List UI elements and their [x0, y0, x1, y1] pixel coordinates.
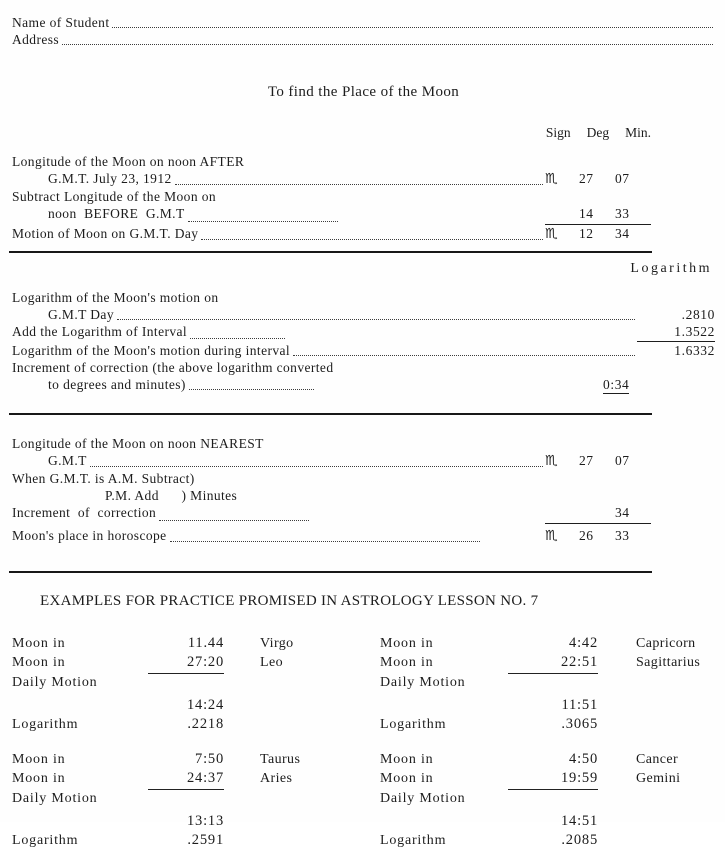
moon-value: 11.44 [187, 635, 224, 651]
moon-in-row: Moon in 19:59 Gemini [380, 769, 705, 790]
pm-add-minutes-row: P.M. Add ) Minutes [105, 488, 238, 503]
log-motion-during-interval-row: Logarithm of the Moon's motion during interval 1.6332 [12, 343, 715, 358]
name-blank-dotted-leader [112, 27, 713, 28]
moon-in-row: Moon in 11.44 Virgo [12, 635, 294, 651]
dotted-leader [117, 319, 635, 320]
gmt-nearest-value-row: G.M.T ♏ 27 07 [12, 452, 715, 470]
name-of-student-row [12, 14, 715, 31]
zodiac-sign: Leo [260, 655, 283, 670]
moon-value: 4:42 [569, 635, 598, 651]
logarithm-value: 1.3522 [637, 323, 715, 342]
daily-motion-row: Daily Motion [380, 791, 466, 806]
moon-in-row: Moon in 24:37 Aries [12, 769, 360, 790]
page-title: To find the Place of the Moon [267, 84, 460, 100]
address-blank-dotted-leader [62, 44, 713, 45]
moons-place-row: Moon's place in horoscope ♏ 26 33 [12, 527, 715, 545]
examples-row-1 [12, 634, 715, 734]
moon-in-row: Moon in 27:20 Leo [12, 653, 360, 674]
name-of-student-label: Name of Student [12, 15, 110, 30]
subtract-longitude-label-row: Subtract Longitude of the Moon on [12, 189, 217, 204]
examples-title: EXAMPLES FOR PRACTICE PROMISED IN ASTROLOGY LESSON NO. 7 [40, 593, 539, 609]
deg-column-header: Deg [586, 125, 610, 140]
example-block-3 [12, 750, 360, 850]
scorpio-symbol: ♏ [545, 528, 558, 544]
min-value: 07 [615, 171, 630, 186]
zodiac-sign: Aries [260, 771, 293, 786]
increment-value: 0:34 [603, 377, 630, 392]
logarithm-row: Logarithm .3065 [380, 716, 598, 732]
moon-in-row: Moon in 22:51 Sagittarius [380, 653, 705, 674]
zodiac-sign: Taurus [260, 752, 301, 767]
deg-value: 27 [579, 171, 594, 186]
zodiac-sign: Virgo [260, 636, 294, 651]
daily-motion-row: Daily Motion [380, 675, 466, 690]
example-block-1 [12, 634, 360, 734]
sign-deg-min-values [545, 225, 651, 243]
logarithm-column-header: Logarithm [630, 261, 712, 276]
min-column-header: Min. [625, 125, 651, 140]
deg-value: 26 [579, 528, 594, 543]
moon-in-row: Moon in 4:42 Capricorn [380, 635, 696, 651]
moon-value: 24:37 [148, 769, 224, 790]
min-value: 33 [615, 206, 630, 221]
dotted-leader [188, 221, 338, 222]
sign-column-header: Sign [545, 125, 571, 140]
degrees-minutes-value-row: to degrees and minutes) 0:34 [12, 376, 715, 393]
dotted-leader [190, 338, 285, 339]
dotted-leader [159, 520, 309, 521]
add-log-interval-row: Add the Logarithm of Interval 1.3522 [12, 323, 715, 342]
daily-motion-value: 14:24 [186, 697, 224, 713]
logarithm-value: 1.6332 [674, 343, 715, 358]
moon-value: 7:50 [195, 751, 224, 767]
logarithm-row: Logarithm .2085 [380, 832, 598, 848]
column-headers [12, 124, 715, 141]
logarithm-value: .2591 [187, 832, 224, 848]
address-row [12, 31, 715, 48]
deg-value: 27 [579, 453, 594, 468]
scorpio-symbol: ♏ [545, 453, 558, 469]
deg-value: 12 [579, 226, 594, 241]
zodiac-sign: Sagittarius [636, 655, 701, 670]
logarithm-value: .2218 [187, 716, 224, 732]
moon-in-row: Moon in 7:50 Taurus [12, 751, 301, 767]
gmt-day-value-row: G.M.T Day .2810 [48, 307, 715, 322]
logarithm-value: .2085 [561, 832, 598, 848]
longitude-after-label-row: Longitude of the Moon on noon AFTER [12, 154, 245, 169]
examples-row-2 [12, 750, 715, 850]
sign-deg-min-values [545, 527, 651, 545]
horizontal-rule [9, 413, 652, 415]
daily-motion-value: 13:13 [186, 813, 224, 829]
longitude-nearest-label-row: Longitude of the Moon on noon NEAREST [12, 436, 264, 451]
dotted-leader [201, 239, 543, 240]
motion-of-moon-row: Motion of Moon on G.M.T. Day ♏ 12 34 [12, 225, 715, 243]
daily-motion-row: Daily Motion [12, 791, 98, 806]
example-block-4 [380, 750, 705, 850]
sign-deg-min-values [545, 170, 651, 188]
moon-in-row: Moon in 4:50 Cancer [380, 751, 679, 767]
zodiac-sign: Cancer [636, 752, 679, 767]
logarithm-value: .2810 [681, 307, 715, 322]
increment-value-cell [603, 376, 715, 393]
dotted-leader [293, 355, 635, 356]
address-label: Address [12, 32, 60, 47]
moon-value: 19:59 [508, 769, 598, 790]
logarithm-value: .3065 [561, 716, 598, 732]
daily-motion-value-row [380, 696, 705, 714]
moon-value: 4:50 [569, 751, 598, 767]
min-value: 34 [615, 226, 630, 241]
daily-motion-value: 14:51 [560, 813, 598, 829]
daily-motion-value: 11:51 [561, 697, 598, 713]
moon-value: 27:20 [148, 653, 224, 674]
horizontal-rule [9, 571, 652, 573]
example-block-2 [380, 634, 705, 734]
noon-before-value-row: noon BEFORE G.M.T 14 33 [12, 205, 715, 225]
logarithm-row: Logarithm .2218 [12, 716, 224, 732]
increment-correction-label-row: Increment of correction (the above logarithm converted [12, 360, 334, 375]
daily-motion-value-row [12, 696, 360, 714]
sign-deg-min-values [545, 452, 651, 470]
log-moon-motion-label-row: Logarithm of the Moon's motion on [12, 290, 219, 305]
longitude-after-value-row: G.M.T. July 23, 1912 ♏ 27 07 [12, 170, 715, 188]
min-value: 07 [615, 453, 630, 468]
dotted-leader [175, 184, 543, 185]
daily-motion-row: Daily Motion [12, 675, 98, 690]
increment-of-correction-row: Increment of correction 34 [12, 504, 715, 524]
daily-motion-value-row [380, 812, 705, 830]
dotted-leader [170, 541, 480, 542]
sign-deg-min-values [545, 504, 651, 524]
moon-value: 22:51 [508, 653, 598, 674]
zodiac-sign: Capricorn [636, 636, 696, 651]
min-value: 33 [615, 528, 630, 543]
dotted-leader [90, 466, 543, 467]
daily-motion-value-row [12, 812, 360, 830]
dotted-leader [189, 389, 314, 390]
scorpio-symbol: ♏ [545, 171, 558, 187]
logarithm-row: Logarithm .2591 [12, 832, 224, 848]
min-value: 34 [615, 505, 630, 520]
sign-deg-min-values [545, 205, 651, 225]
scorpio-symbol: ♏ [545, 226, 558, 242]
zodiac-sign: Gemini [636, 771, 681, 786]
when-gmt-am-row: When G.M.T. is A.M. Subtract) [12, 471, 195, 486]
horizontal-rule [9, 251, 652, 253]
deg-value: 14 [579, 206, 594, 221]
